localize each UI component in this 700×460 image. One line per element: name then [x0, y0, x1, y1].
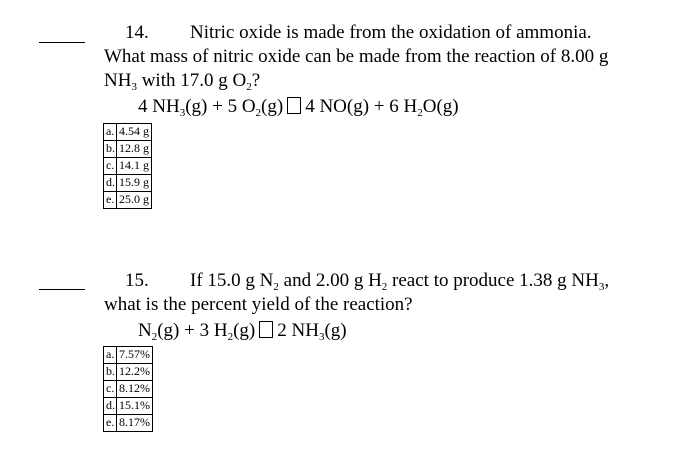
choice-value: 14.1 g [117, 158, 152, 175]
choice-letter: b. [104, 364, 117, 381]
choice-row[interactable] [104, 364, 153, 381]
choice-letter: b. [104, 141, 117, 158]
choice-value: 8.12% [117, 381, 153, 398]
choice-value: 4.54 g [117, 124, 152, 141]
choice-row[interactable] [104, 175, 152, 192]
choice-letter: e. [104, 192, 117, 209]
choice-row[interactable] [104, 124, 152, 141]
question-15-line-1: If 15.0 g $N_2$ and 2.00 g $H_2$ react to produce 1.38 g $NH_3$, [190, 270, 610, 293]
choice-row[interactable] [104, 141, 152, 158]
question-number-15: 15. [125, 270, 149, 291]
question-15-equation: $N_2(g) + 3$ $H_2(g)$ 2 $NH_3(g)$ [138, 320, 347, 343]
reaction-arrow-glyph [259, 321, 273, 338]
choice-value: 12.8 g [117, 141, 152, 158]
question-number-14: 14. [125, 22, 149, 43]
choice-value: 15.9 g [117, 175, 152, 192]
answer-blank-14 [39, 42, 85, 43]
choice-letter: d. [104, 398, 117, 415]
choice-letter: e. [104, 415, 117, 432]
choice-value: 12.2% [117, 364, 153, 381]
choice-row[interactable] [104, 398, 153, 415]
choices-table-15 [103, 346, 153, 432]
choice-row[interactable] [104, 347, 153, 364]
answer-blank-15 [39, 289, 85, 290]
choice-value: 8.17% [117, 415, 153, 432]
choice-value: 25.0 g [117, 192, 152, 209]
choice-value: 15.1% [117, 398, 153, 415]
choice-row[interactable] [104, 415, 153, 432]
choice-row[interactable] [104, 381, 153, 398]
choice-letter: d. [104, 175, 117, 192]
choice-letter: a. [104, 347, 117, 364]
choice-value: 7.57% [117, 347, 153, 364]
question-14-line-2: What mass of nitric oxide can be made from the reaction of 8.00 g [104, 46, 609, 67]
choice-letter: c. [104, 381, 117, 398]
choice-letter: a. [104, 124, 117, 141]
question-14-line-3: $NH_3$ with 17.0 g $O_2$? [104, 70, 261, 93]
question-15-line-2: what is the percent yield of the reaction? [104, 294, 413, 315]
reaction-arrow-glyph [287, 97, 301, 114]
choice-row[interactable] [104, 158, 152, 175]
choice-row[interactable] [104, 192, 152, 209]
choice-letter: c. [104, 158, 117, 175]
choices-table-14 [103, 123, 152, 209]
question-14-line-1: Nitric oxide is made from the oxidation of ammonia. [190, 22, 592, 43]
question-14-equation: 4 $NH_3(g) + 5$ $O_2(g)$ 4 NO(g) + 6 $H_2O(g)$ [138, 96, 459, 119]
